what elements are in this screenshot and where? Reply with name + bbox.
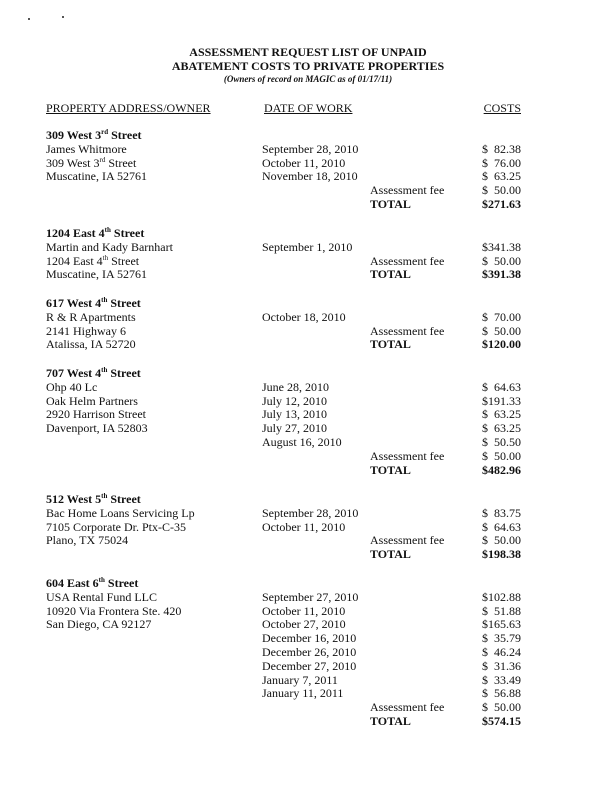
line-item-row — [0, 157, 616, 171]
assessment-fee-value: $ 50.00 — [482, 700, 521, 715]
work-date: December 16, 2010 — [262, 631, 357, 646]
work-date: October 11, 2010 — [262, 603, 346, 618]
owner-address-line — [46, 521, 186, 535]
cost-value: $102.88 — [482, 589, 521, 604]
work-date: December 26, 2010 — [262, 644, 357, 659]
total-value: $271.63 — [482, 196, 521, 211]
line-item-row — [0, 422, 616, 436]
text-part: Street — [107, 366, 141, 380]
cost-value: $ 63.25 — [482, 169, 521, 184]
work-date: September 1, 2010 — [262, 239, 353, 254]
text-part: Street — [105, 155, 137, 170]
owner-address-line — [46, 241, 173, 255]
work-date: September 27, 2010 — [262, 589, 359, 604]
cost-value: $ 64.63 — [482, 379, 521, 394]
line-item-row — [0, 548, 616, 562]
section-heading-row — [0, 129, 616, 143]
owner-address-line — [46, 618, 151, 632]
work-date: August 16, 2010 — [262, 434, 342, 449]
line-item-row — [0, 338, 616, 352]
text-part: 10920 Via Frontera Ste. 420 — [46, 603, 182, 618]
total-label: TOTAL — [370, 196, 411, 211]
ordinal-suffix: th — [104, 226, 111, 234]
assessment-fee-label: Assessment fee — [370, 323, 445, 338]
text-part: 1204 East 4 — [46, 253, 103, 268]
ordinal-suffix: th — [101, 366, 108, 374]
work-date: July 13, 2010 — [262, 407, 328, 422]
line-item-row — [0, 311, 616, 325]
text-part: Muscatine, IA 52761 — [46, 169, 147, 184]
text-part: James Whitmore — [46, 141, 127, 156]
line-item-row — [0, 701, 616, 715]
owner-address-line — [46, 338, 136, 352]
ordinal-suffix: th — [102, 253, 109, 262]
text-part: Davenport, IA 52803 — [46, 421, 148, 436]
line-item-row — [0, 632, 616, 646]
total-value: $391.38 — [482, 267, 521, 282]
text-part: 512 West 5 — [46, 492, 102, 506]
column-header-date: DATE OF WORK — [264, 101, 353, 115]
line-item-row — [0, 464, 616, 478]
total-label: TOTAL — [370, 267, 411, 282]
line-item-row — [0, 591, 616, 605]
text-part: Plano, TX 75024 — [46, 533, 129, 548]
cost-value: $ 51.88 — [482, 603, 521, 618]
property-section — [0, 577, 616, 729]
assessment-fee-label: Assessment fee — [370, 448, 445, 463]
owner-address-line — [46, 591, 157, 605]
total-value: $574.15 — [482, 713, 521, 728]
assessment-fee-value: $ 50.00 — [482, 183, 521, 198]
assessment-fee-label: Assessment fee — [370, 183, 445, 198]
line-item-row — [0, 450, 616, 464]
owner-address-line — [46, 534, 128, 548]
section-heading-row — [0, 367, 616, 381]
owner-address-line — [46, 157, 136, 171]
text-part: Bac Home Loans Servicing Lp — [46, 505, 195, 520]
property-section — [0, 227, 616, 282]
line-item-row — [0, 674, 616, 688]
ordinal-suffix: th — [101, 492, 108, 500]
ordinal-suffix: th — [98, 576, 105, 584]
ordinal-suffix: rd — [99, 155, 106, 164]
work-date: October 18, 2010 — [262, 309, 346, 324]
document-subtitle: (Owners of record on MAGIC as of 01/17/11) — [223, 74, 393, 84]
line-item-row — [0, 534, 616, 548]
line-item-row — [0, 646, 616, 660]
property-heading — [46, 297, 141, 311]
text-part: 7105 Corporate Dr. Ptx-C-35 — [46, 519, 186, 534]
property-section — [0, 129, 616, 212]
property-heading — [46, 493, 141, 507]
work-date: January 7, 2011 — [262, 672, 338, 687]
total-label: TOTAL — [370, 337, 411, 352]
total-label: TOTAL — [370, 547, 411, 562]
line-item-row — [0, 268, 616, 282]
cost-value: $ 83.75 — [482, 505, 521, 520]
cost-value: $ 70.00 — [482, 309, 521, 324]
work-date: December 27, 2010 — [262, 658, 357, 673]
assessment-fee-value: $ 50.00 — [482, 253, 521, 268]
work-date: September 28, 2010 — [262, 141, 359, 156]
work-date: July 12, 2010 — [262, 393, 328, 408]
section-heading-row — [0, 297, 616, 311]
document-title-line1: ASSESSMENT REQUEST LIST OF UNPAID — [189, 45, 427, 59]
text-part: 309 West 3 — [46, 155, 100, 170]
line-item-row — [0, 143, 616, 157]
line-item-row — [0, 325, 616, 339]
line-item-row — [0, 255, 616, 269]
column-header-costs: COSTS — [483, 101, 521, 115]
work-date: October 11, 2010 — [262, 155, 346, 170]
owner-address-line — [46, 381, 97, 395]
text-part: 309 West 3 — [46, 128, 102, 142]
property-heading — [46, 577, 138, 591]
owner-address-line — [46, 255, 139, 269]
line-item-row — [0, 687, 616, 701]
owner-address-line — [46, 408, 146, 422]
total-value: $482.96 — [482, 462, 521, 477]
total-label: TOTAL — [370, 713, 411, 728]
cost-value: $165.63 — [482, 617, 521, 632]
property-section — [0, 297, 616, 352]
work-date: January 11, 2011 — [262, 686, 344, 701]
text-part: Street — [107, 296, 141, 310]
work-date: November 18, 2010 — [262, 169, 358, 184]
text-part: Street — [108, 128, 142, 142]
owner-address-line — [46, 143, 127, 157]
total-value: $198.38 — [482, 547, 521, 562]
owner-address-line — [46, 311, 136, 325]
owner-address-line — [46, 422, 148, 436]
text-part: Street — [104, 576, 139, 590]
cost-value: $341.38 — [482, 239, 521, 254]
text-part: R & R Apartments — [46, 309, 136, 324]
cost-value: $ 64.63 — [482, 519, 521, 534]
text-part: Oak Helm Partners — [46, 393, 138, 408]
line-item-row — [0, 660, 616, 674]
line-item-row — [0, 381, 616, 395]
work-date: September 28, 2010 — [262, 505, 359, 520]
scan-speck — [62, 16, 64, 18]
cost-value: $ 33.49 — [482, 672, 521, 687]
text-part: 2920 Harrison Street — [46, 407, 146, 422]
total-label: TOTAL — [370, 462, 411, 477]
property-heading — [46, 367, 141, 381]
line-item-row — [0, 241, 616, 255]
text-part: Ohp 40 Lc — [46, 379, 98, 394]
line-item-row — [0, 198, 616, 212]
text-part: USA Rental Fund LLC — [46, 589, 158, 604]
text-part: 707 West 4 — [46, 366, 102, 380]
scan-speck — [28, 18, 30, 20]
property-section — [0, 367, 616, 477]
text-part: 604 East 6 — [46, 576, 99, 590]
line-item-row — [0, 715, 616, 729]
owner-address-line — [46, 605, 181, 619]
text-part: Street — [108, 253, 140, 268]
section-heading-row — [0, 493, 616, 507]
work-date: July 27, 2010 — [262, 421, 328, 436]
line-item-row — [0, 395, 616, 409]
property-heading — [46, 227, 144, 241]
cost-value: $ 31.36 — [482, 658, 521, 673]
cost-value: $191.33 — [482, 393, 521, 408]
assessment-fee-value: $ 50.00 — [482, 448, 521, 463]
text-part: San Diego, CA 92127 — [46, 617, 152, 632]
document-title-line2: ABATEMENT COSTS TO PRIVATE PROPERTIES — [171, 59, 445, 73]
column-header-address: PROPERTY ADDRESS/OWNER — [46, 101, 211, 115]
text-part: 617 West 4 — [46, 296, 102, 310]
owner-address-line — [46, 268, 147, 282]
cost-value: $ 63.25 — [482, 421, 521, 436]
text-part: Street — [110, 226, 145, 240]
line-item-row — [0, 436, 616, 450]
cost-value: $ 46.24 — [482, 644, 521, 659]
cost-value: $ 50.50 — [482, 434, 521, 449]
owner-address-line — [46, 325, 126, 339]
text-part: 2141 Highway 6 — [46, 323, 126, 338]
work-date: October 11, 2010 — [262, 519, 346, 534]
text-part: Muscatine, IA 52761 — [46, 267, 147, 282]
ordinal-suffix: rd — [101, 128, 109, 136]
line-item-row — [0, 170, 616, 184]
property-heading — [46, 129, 142, 143]
cost-value: $ 56.88 — [482, 686, 521, 701]
work-date: October 27, 2010 — [262, 617, 346, 632]
assessment-fee-label: Assessment fee — [370, 533, 445, 548]
owner-address-line — [46, 395, 138, 409]
work-date: June 28, 2010 — [262, 379, 329, 394]
cost-value: $ 82.38 — [482, 141, 521, 156]
line-item-row — [0, 507, 616, 521]
text-part: Street — [107, 492, 141, 506]
cost-value: $ 76.00 — [482, 155, 521, 170]
owner-address-line — [46, 170, 147, 184]
section-heading-row — [0, 577, 616, 591]
assessment-fee-label: Assessment fee — [370, 253, 445, 268]
text-part: 1204 East 4 — [46, 226, 105, 240]
cost-value: $ 63.25 — [482, 407, 521, 422]
cost-value: $ 35.79 — [482, 631, 521, 646]
total-value: $120.00 — [482, 337, 521, 352]
assessment-fee-label: Assessment fee — [370, 700, 445, 715]
line-item-row — [0, 521, 616, 535]
text-part: Martin and Kady Barnhart — [46, 239, 173, 254]
ordinal-suffix: th — [101, 296, 108, 304]
line-item-row — [0, 618, 616, 632]
owner-address-line — [46, 507, 195, 521]
line-item-row — [0, 408, 616, 422]
assessment-fee-value: $ 50.00 — [482, 533, 521, 548]
text-part: Atalissa, IA 52720 — [46, 337, 136, 352]
line-item-row — [0, 184, 616, 198]
section-heading-row — [0, 227, 616, 241]
line-item-row — [0, 605, 616, 619]
assessment-fee-value: $ 50.00 — [482, 323, 521, 338]
property-section — [0, 493, 616, 562]
